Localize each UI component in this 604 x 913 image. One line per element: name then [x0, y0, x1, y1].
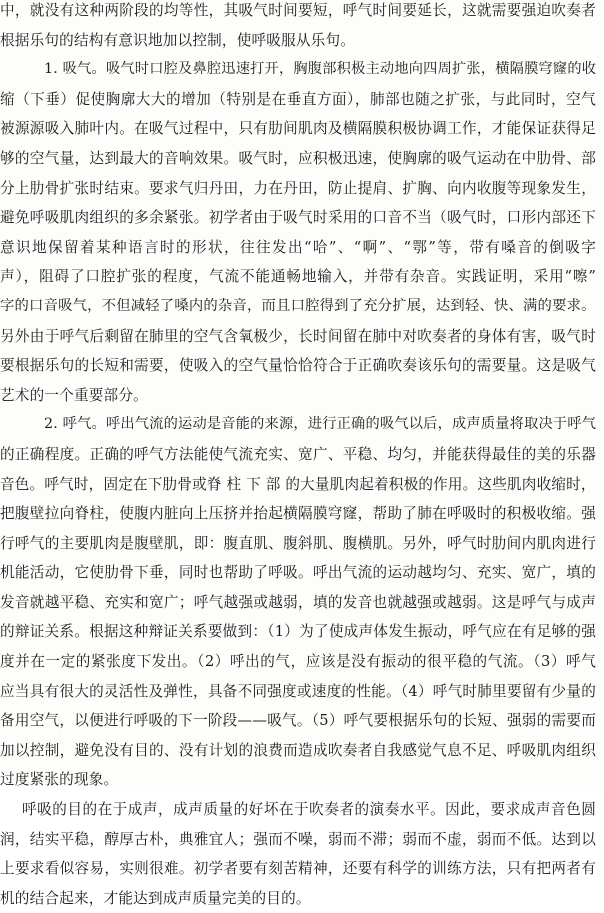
text-line: 根据乐句的结构有意识地加以控制，使呼吸服从乐句。	[0, 31, 356, 49]
text-line: 被源源吸入肺叶内。在吸气过程中，只有肋间肌肉及横隔膜积极协调工作，才能保证获得足	[0, 120, 597, 138]
text-line: 分上肋骨扩张时结束。要求气归丹田，力在丹田，防止提肩、扩胸、向内收腹等现象发生，	[0, 179, 597, 197]
text-line: 音色。呼气时，固定在下肋骨或脊 柱 下 部 的大量肌肉起着积极的作用。这些肌肉收缩时，	[0, 475, 596, 493]
text-line: 润，结实平稳，醇厚古朴，典雅宜人；强而不噪，弱而不滞；弱而不虚，弱而不低。达到以	[0, 830, 597, 848]
paragraph-breath-balance	[0, 0, 604, 55]
text-line: 的正确程度。正确的呼气方法能使气流充实、宽广、平稳、均匀，并能获得最佳的美的乐器	[0, 445, 597, 463]
text-line: 另外由于呼气后剩留在肺里的空气含氧极少，长时间留在肺中对吹奏者的身体有害，吸气时	[0, 327, 597, 345]
text-line: 上要求看似容易，实则很难。初学者要有刻苦精神，还要有科学的训练方法，只有把两者有	[0, 860, 597, 878]
text-line: 1. 吸气。吸气时口腔及鼻腔迅速打开，胸腹部积极主动地向四周扩张，横隔膜穹窿的收	[44, 61, 597, 78]
text-line: 要根据乐句的长短和需要，使吸入的空气量恰恰符合于正确吹奏该乐句的需要量。这是吸气	[0, 357, 597, 375]
text-line: 避免呼吸肌肉组织的多余紧张。初学者由于吸气时采用的口音不当（吸气时，口形内部还下	[0, 209, 597, 227]
text-line: 把腹壁拉向脊柱，使腹内脏向上压挤并抬起横隔膜穹窿，帮助了肺在呼吸时的积极收缩。强	[0, 505, 597, 523]
text-line: 加以控制，避免没有目的、没有计划的浪费而造成吹奏者自我感觉气息不足、呼吸肌肉组织	[0, 741, 597, 759]
text-line: 应当具有很大的灵活性及弹性，具备不同强度或速度的性能。（4）呼气时肺里要留有少量的	[0, 682, 597, 700]
text-line: 的辩证关系。根据这种辩证关系要做到：（1）为了使成声体发生振动，呼气应在有足够的强	[0, 623, 597, 641]
paragraph-inhalation	[0, 55, 604, 410]
text-line: 行呼气的主要肌肉是腹壁肌，即：腹直肌、腹斜肌、腹横肌。另外，呼气时肋间内肌肉进行	[0, 534, 597, 552]
text-line: 够的空气量，达到最大的音响效果。吸气时，应积极迅速，使胸廓的吸气运动在中肋骨、部	[0, 149, 597, 167]
paragraph-tone-quality	[0, 795, 604, 906]
text-line: 2. 呼气。呼出气流的运动是音能的来源，进行正确的吸气以后，成声质量将取决于呼气	[44, 416, 597, 433]
text-line: 度并在一定的紧张度下发出。（2）呼出的气，应该是没有振动的很平稳的气流。（3）呼气	[0, 653, 597, 671]
text-line: 发音就越平稳、充实和宽广；呼气越强或越弱，填的发音也就越强或越弱。这是呼气与成声	[0, 593, 597, 611]
text-line: 字的口音吸气，不但减轻了嗓内的杂音，而且口腔得到了充分扩展，达到轻、快、满的要求。	[0, 297, 596, 314]
text-line: 机的结合起来，才能达到成声质量完美的目的。	[0, 889, 311, 907]
text-line: 声），阻碍了口腔扩张的程度，气流不能通畅地输入，并带有杂音。实践证明，采用“嚓”	[0, 268, 597, 286]
text-line: 呼吸的目的在于成声，成声质量的好坏在于吹奏者的演奏水平。因此，要求成声音色圆	[22, 801, 597, 819]
text-line: 中，就没有这种两阶段的均等性，其吸气时间要短，呼气时间要延长，这就需要强迫吹奏者	[0, 2, 597, 19]
text-line: 过度紧张的现象。	[0, 771, 119, 789]
text-line: 缩（下垂）促使胸廓大大的增加（特别是在垂直方面），肺部也随之扩张，与此同时，空气	[0, 90, 597, 108]
text-line: 机能活动，它使肋骨下垂，同时也帮助了呼吸。呼出气流的运动越均匀、充实、宽广，填的	[0, 564, 597, 582]
paragraph-exhalation	[0, 410, 604, 795]
text-line: 意识地保留着某种语言时的形状，往往发出“哈”、“啊”、“鄂”等，带有嗓音的倒吸字	[0, 238, 598, 256]
text-line: 备用空气，以便进行呼吸的下一阶段——吸气。（5）呼气要根据乐句的长短、强弱的需要而	[0, 712, 597, 730]
text-line: 艺术的一个重要部分。	[0, 386, 148, 404]
